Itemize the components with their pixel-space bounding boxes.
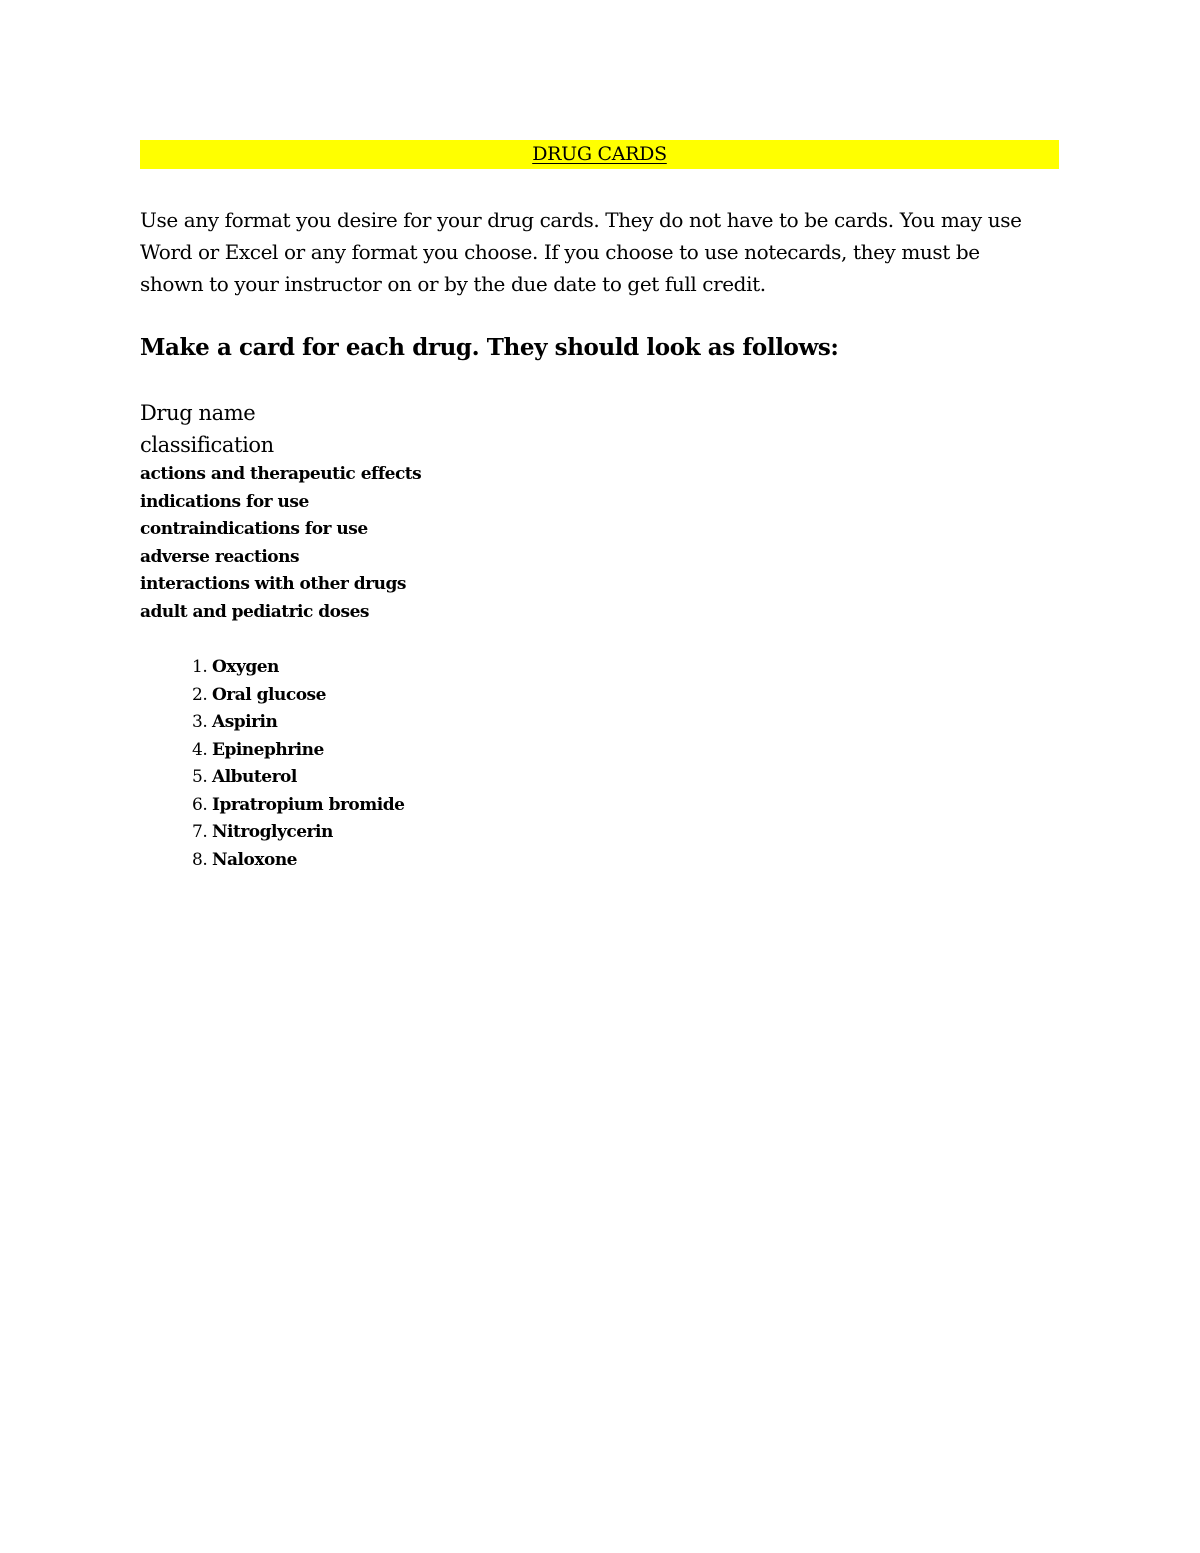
drug-name: Epinephrine	[212, 739, 324, 760]
drug-name: Nitroglycerin	[212, 822, 333, 842]
card-field: actions and therapeutic effects	[140, 464, 422, 484]
list-number: 6.	[192, 794, 208, 815]
card-field: adverse reactions	[140, 546, 300, 567]
list-item	[140, 709, 1059, 737]
drug-list	[140, 654, 1059, 874]
list-item	[140, 764, 1059, 792]
list-number: 1.	[192, 657, 208, 677]
drug-name: Albuterol	[212, 767, 297, 787]
intro-paragraph: Use any format you desire for your drug cards. They do not have to be cards. You may use Word or Excel or any format you choose. If you choose to use notecards, they must be shown to your instructor on or by the due date to get full credit.	[140, 208, 1022, 296]
document-title: DRUG CARDS	[532, 143, 667, 165]
card-field-list	[140, 397, 1059, 626]
list-number: 4.	[192, 739, 208, 760]
list-number: 8.	[192, 849, 208, 870]
card-field: interactions with other drugs	[140, 574, 406, 594]
list-item	[140, 654, 1059, 682]
drug-name: Oral glucose	[212, 684, 326, 705]
instructions-heading: Make a card for each drug. They should look as follows:	[140, 334, 839, 361]
title-highlight-bar	[140, 140, 1059, 169]
list-item	[140, 737, 1059, 765]
drug-name: Aspirin	[212, 712, 278, 732]
list-number: 5.	[192, 767, 208, 787]
list-item	[140, 847, 1059, 875]
document-page	[140, 140, 1059, 874]
card-field: classification	[140, 433, 274, 457]
drug-name: Ipratropium bromide	[212, 794, 405, 815]
card-field: Drug name	[140, 401, 256, 425]
list-item	[140, 792, 1059, 820]
list-number: 7.	[192, 822, 208, 842]
drug-name: Oxygen	[212, 657, 279, 677]
drug-name: Naloxone	[212, 849, 298, 870]
card-field: indications for use	[140, 491, 309, 512]
list-item	[140, 819, 1059, 847]
card-field: contraindications for use	[140, 519, 368, 539]
card-field: adult and pediatric doses	[140, 601, 369, 622]
list-number: 3.	[192, 712, 208, 732]
list-item	[140, 682, 1059, 710]
list-number: 2.	[192, 684, 208, 705]
